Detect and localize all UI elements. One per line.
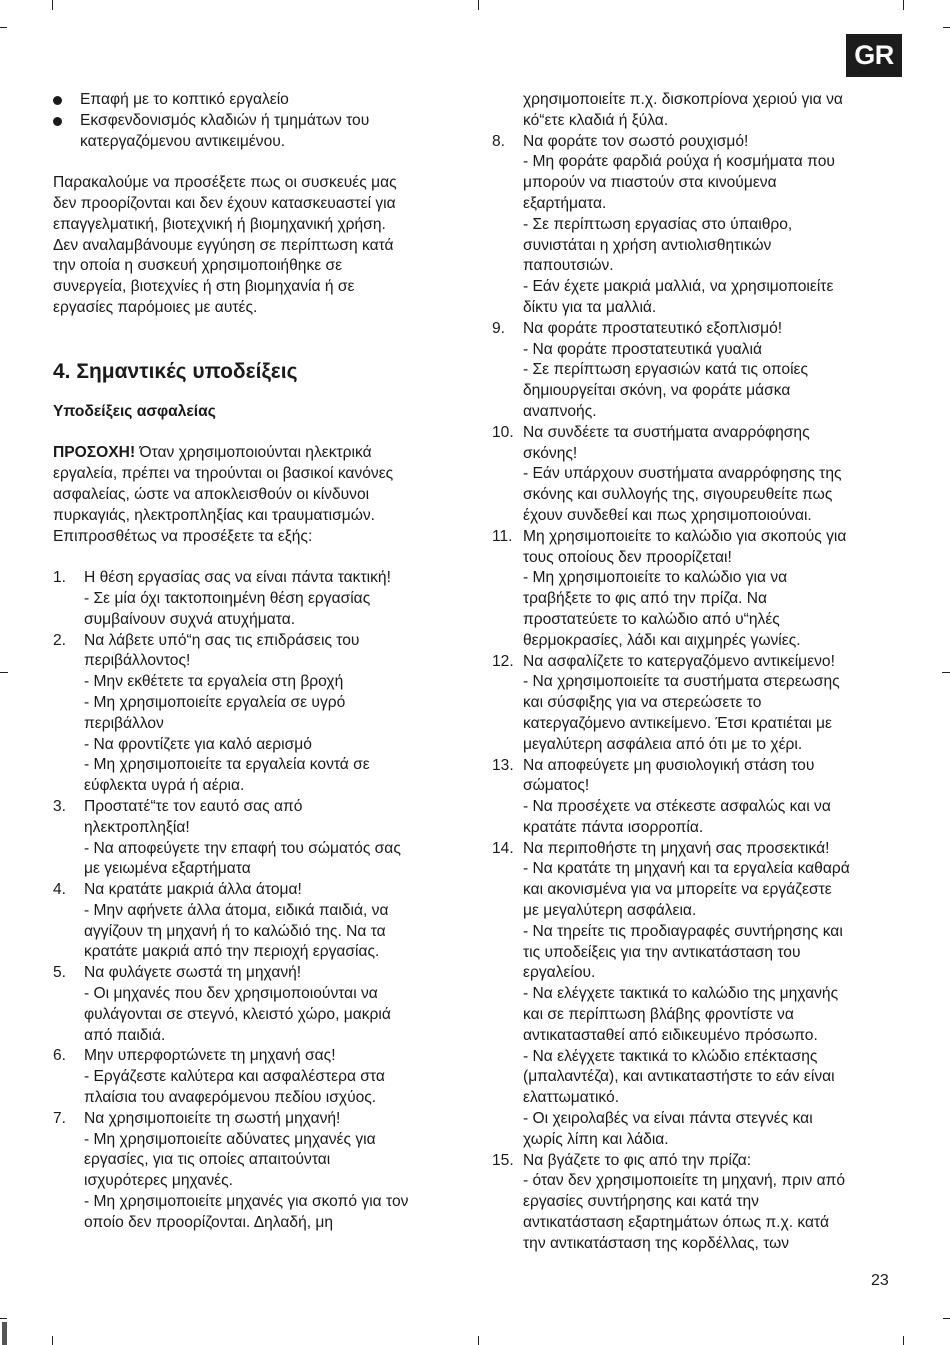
spacer bbox=[53, 423, 468, 444]
crop-mark bbox=[478, 1336, 479, 1345]
list-item bbox=[53, 1109, 468, 1234]
list-item-line: Μην υπερφορτώνετε τη μηχανή σας! bbox=[84, 1047, 336, 1065]
list-item-line: μεγαλύτερη ασφάλεια από ότι με το χέρι. bbox=[523, 735, 803, 753]
safety-list-right bbox=[492, 132, 904, 1255]
list-item-line: εργασίες συντήρησης και κατά την bbox=[523, 1193, 759, 1211]
list-item-body bbox=[84, 1046, 468, 1108]
disclaimer-line: Παρακαλούμε να προσέξετε πως οι συσκευές μας bbox=[53, 174, 397, 192]
list-number: 4. bbox=[53, 881, 67, 899]
list-item-line: - Μη χρησιμοποιείτε τα εργαλεία κοντά σε bbox=[84, 756, 370, 774]
caution-line: πυρκαγιάς, ηλεκτροπληξίας και τραυματισμών. bbox=[53, 506, 376, 524]
list-item-line: κατεργαζόμενο αντικείμενο. Έτσι κρατιέται με bbox=[523, 714, 832, 732]
disclaimer-line: επαγγελματική, βιοτεχνική ή βιομηχανική χρήση. bbox=[53, 215, 386, 233]
list-item-line: Η θέση εργασίας σας να είναι πάντα τακτική! bbox=[84, 569, 391, 587]
page-number: 23 bbox=[871, 1272, 889, 1289]
list-item-line: - Οι χειρολαβές να είναι πάντα στεγνές και bbox=[523, 1110, 813, 1128]
disclaimer-line: την οποία η συσκευή χρησιμοποιήθηκε σε bbox=[53, 257, 343, 275]
list-item-line: δημιουργείται σκόνη, να φοράτε μάσκα bbox=[523, 382, 791, 400]
list-item-line: με μεγαλύτερη ασφάλεια. bbox=[523, 902, 697, 920]
list-item-line: Να περιποθήστε τη μηχανή σας προσεκτικά! bbox=[523, 839, 830, 857]
bullet-text: Εκσφενδονισμός κλαδιών ή τμημάτων του κατεργαζόμενου αντικειμένου. bbox=[80, 111, 370, 150]
list-item-line: - Να αποφεύγετε την επαφή του σώματός σας bbox=[84, 839, 401, 857]
list-item-line: πλαίσια του αναφερόμενου πεδίου ισχύος. bbox=[84, 1089, 377, 1107]
list-item-body bbox=[523, 527, 904, 652]
subsection-title: Υποδείξεις ασφαλείας bbox=[53, 402, 216, 420]
bullet-item bbox=[53, 90, 468, 111]
list-item-line: - Εάν έχετε μακριά μαλλιά, να χρησιμοποιείτε bbox=[523, 278, 834, 296]
list-item-line: - Να κρατάτε τη μηχανή και τα εργαλεία καθαρά bbox=[523, 860, 850, 878]
list-number: 13. bbox=[492, 756, 514, 774]
crop-mark bbox=[903, 0, 904, 10]
list-item-body bbox=[84, 568, 468, 630]
list-item-line: χρησιμοποιείτε π.χ. δισκοπρίονα χεριού για να bbox=[523, 91, 843, 108]
list-number bbox=[492, 90, 523, 132]
bullet-dot bbox=[53, 117, 62, 126]
list-item-body bbox=[523, 756, 904, 839]
spacer bbox=[53, 319, 468, 359]
list-item-line: αναπνοής. bbox=[523, 402, 597, 420]
list-number: 9. bbox=[492, 319, 506, 337]
list-item-body bbox=[523, 90, 904, 132]
list-item-line: σκόνης και συλλογής της, σιγουρευθείτε πως bbox=[523, 486, 833, 504]
list-item-line: τις υποδείξεις για την αντικατάσταση του bbox=[523, 943, 801, 961]
list-item-body bbox=[523, 652, 904, 756]
spacer bbox=[53, 547, 468, 568]
list-item-line: Να ασφαλίζετε το κατεργαζόμενο αντικείμενο! bbox=[523, 652, 835, 670]
list-item-line: - Σε περίπτωση εργασίας στο ύπαιθρο, bbox=[523, 215, 793, 233]
list-number: 12. bbox=[492, 652, 514, 670]
list-item-line: σώματος! bbox=[523, 777, 590, 795]
list-item bbox=[492, 527, 904, 652]
list-item-line: από παιδιά. bbox=[84, 1026, 166, 1044]
list-item bbox=[53, 963, 468, 1046]
disclaimer-paragraph bbox=[53, 173, 468, 319]
list-number: 2. bbox=[53, 631, 67, 649]
list-item-body bbox=[84, 1109, 468, 1234]
list-item-line: ηλεκτροπληξία! bbox=[84, 818, 190, 836]
list-number: 10. bbox=[492, 423, 514, 441]
list-item bbox=[53, 631, 468, 797]
list-item-line: και σύσφιξης για να στερεώσετε το bbox=[523, 694, 762, 712]
list-item-line: Να κρατάτε μακριά άλλα άτομα! bbox=[84, 881, 302, 899]
list-item-line: αντικατάσταση εξαρτημάτων όπως π.χ. κατά bbox=[523, 1214, 830, 1232]
crop-mark bbox=[943, 27, 950, 28]
section-title: 4. Σημαντικές υποδείξεις bbox=[53, 359, 298, 383]
list-number: 14. bbox=[492, 839, 514, 857]
list-item bbox=[53, 797, 468, 880]
list-item-line: την αντικατάσταση της κορδέλλας, των bbox=[523, 1234, 790, 1252]
list-item-line: Προστατέ“τε τον εαυτό σας από bbox=[84, 797, 303, 815]
list-item-line: Να βγάζετε το φις από την πρίζα: bbox=[523, 1151, 752, 1169]
list-item bbox=[492, 423, 904, 527]
list-item-line: εύφλεκτα υγρά ή αέρια. bbox=[84, 777, 245, 795]
caution-word: ΠΡΟΣΟΧΗ! bbox=[53, 444, 136, 462]
list-number: 15. bbox=[492, 1151, 514, 1169]
binding-edge-mark bbox=[2, 1322, 7, 1345]
list-item-line: φυλάγονται σε στεγνό, κλειστό χώρο, μακριά bbox=[84, 1005, 391, 1023]
list-item-line: τους οποίους δεν προορίζεται! bbox=[523, 548, 732, 566]
list-item-line: - Σε μία όχι τακτοποιημένη θέση εργασίας bbox=[84, 589, 371, 607]
list-item-line: εξαρτήματα. bbox=[523, 194, 607, 212]
list-number: 1. bbox=[53, 569, 67, 587]
crop-mark bbox=[478, 0, 479, 10]
list-item-line: Να φοράτε προστατευτικό εξοπλισμό! bbox=[523, 319, 783, 337]
spacer bbox=[53, 385, 468, 402]
caution-line: ασφαλείας, ώστε να αποκλεισθούν οι κίνδυνοι bbox=[53, 485, 370, 503]
caution-text: Όταν χρησιμοποιούνται ηλεκτρικά bbox=[135, 444, 372, 462]
list-item-body bbox=[523, 1151, 904, 1255]
list-item-body bbox=[84, 631, 468, 797]
list-item-line: Να αποφεύγετε μη φυσιολογική στάση του bbox=[523, 756, 815, 774]
list-item-line: κό“ετε κλαδιά ή ξύλα. bbox=[523, 111, 669, 129]
list-number: 11. bbox=[492, 527, 513, 545]
list-item-line: (μπαλαντέζα), και αντικαταστήστε το εάν είναι bbox=[523, 1068, 835, 1086]
crop-mark bbox=[0, 672, 8, 673]
list-item-line: περιβάλλοντος! bbox=[84, 652, 191, 670]
list-item-line: συμβαίνουν συχνά ατυχήματα. bbox=[84, 610, 296, 628]
list-item-line: οποίο δεν προορίζονται. Δηλαδή, μη bbox=[84, 1213, 334, 1231]
list-item bbox=[492, 756, 904, 839]
list-item-line: - Να ελέγχετε τακτικά το κλώδιο επέκτασης bbox=[523, 1047, 818, 1065]
list-number: 5. bbox=[53, 964, 67, 982]
list-item-line: και σε περίπτωση βλάβης φροντίστε να bbox=[523, 1006, 794, 1024]
list-item bbox=[492, 132, 904, 319]
language-badge: GR bbox=[846, 34, 902, 77]
list-item-line: - Να ελέγχετε τακτικά το καλώδιο της μηχανής bbox=[523, 985, 839, 1003]
spacer bbox=[53, 152, 468, 173]
list-item-line: - Μη χρησιμοποιείτε το καλώδιο για να bbox=[523, 569, 788, 587]
list-item-line: αντικατασταθεί από ειδικευμένο πρόσωπο. bbox=[523, 1026, 818, 1044]
list-item-line: Μη χρησιμοποιείτε το καλώδιο για σκοπούς για bbox=[523, 527, 847, 545]
list-item-body bbox=[523, 839, 904, 1151]
crop-mark bbox=[942, 672, 950, 673]
left-column bbox=[53, 90, 468, 1234]
list-item-line: σκόνης! bbox=[523, 444, 578, 462]
list-item-line: εργασίες, για τις οποίες απαιτούνται bbox=[84, 1151, 331, 1169]
list-item-line: - Μην εκθέτετε τα εργαλεία στη βροχή bbox=[84, 673, 344, 691]
list-item-line: παπουτσιών. bbox=[523, 257, 614, 275]
list-item-line: - Μη χρησιμοποιείτε αδύνατες μηχανές για bbox=[84, 1130, 376, 1148]
list-item-body bbox=[84, 963, 468, 1046]
crop-mark bbox=[52, 0, 53, 10]
list-item-line: - Μη χρησιμοποιείτε μηχανές για σκοπό για τον bbox=[84, 1193, 409, 1211]
list-item-line: και ακονισμένα για να μπορείτε να εργάζεστε bbox=[523, 881, 832, 899]
list-item-line: Να λάβετε υπό“η σας τις επιδράσεις του bbox=[84, 631, 360, 649]
disclaimer-line: Δεν αναλαμβάνουμε εγγύηση σε περίπτωση κατά bbox=[53, 236, 394, 254]
disclaimer-line: συνεργεία, βιοτεχνίες ή στη βιομηχανία ή σε bbox=[53, 278, 355, 296]
crop-mark bbox=[0, 27, 7, 28]
list-item-body bbox=[84, 797, 468, 880]
list-item-line: - Μη χρησιμοποιείτε εργαλεία σε υγρό bbox=[84, 693, 346, 711]
list-item-continuation bbox=[492, 90, 904, 132]
disclaimer-line: εργασίες παρόμοιες με αυτές. bbox=[53, 298, 258, 316]
list-item-line: κρατάτε μακριά από την περιοχή εργασίας. bbox=[84, 943, 380, 961]
list-item bbox=[492, 1151, 904, 1255]
list-item-body bbox=[523, 132, 904, 319]
list-item-line: δίκτυ για τα μαλλιά. bbox=[523, 298, 657, 316]
list-number: 7. bbox=[53, 1109, 67, 1127]
list-item-line: - όταν δεν χρησιμοποιείτε τη μηχανή, πριν από bbox=[523, 1172, 846, 1190]
list-item-body bbox=[523, 423, 904, 527]
bullet-text: Επαφή με το κοπτικό εργαλείο bbox=[80, 91, 289, 108]
list-item-line: εργαλείου. bbox=[523, 964, 596, 982]
list-item bbox=[492, 319, 904, 423]
list-number: 8. bbox=[492, 132, 506, 150]
list-item-line: χωρίς λίπη και λάδια. bbox=[523, 1130, 669, 1148]
list-item-line: Να φυλάγετε σωστά τη μηχανή! bbox=[84, 964, 302, 982]
list-number: 3. bbox=[53, 797, 67, 815]
caution-line: εργαλεία, πρέπει να τηρούνται οι βασικοί κανόνες bbox=[53, 465, 394, 483]
list-item-line: - Μην αφήνετε άλλα άτομα, ειδικά παιδιά, να bbox=[84, 901, 389, 919]
list-item-line: κρατάτε πάντα ισορροπία. bbox=[523, 818, 704, 836]
list-item-line: - Να χρησιμοποιείτε τα συστήματα στερεωσης bbox=[523, 673, 840, 691]
crop-mark bbox=[0, 1318, 7, 1319]
list-item-line: - Να φοράτε προστατευτικά γυαλιά bbox=[523, 340, 762, 358]
list-item bbox=[492, 652, 904, 756]
list-item-line: ελαττωματικό. bbox=[523, 1089, 620, 1107]
list-item-line: περιβάλλον bbox=[84, 714, 164, 732]
list-item-line: θερμοκρασίες, λάδι και αιχμηρές γωνίες. bbox=[523, 631, 801, 649]
list-item-line: - Οι μηχανές που δεν χρησιμοποιούνται να bbox=[84, 985, 378, 1003]
list-item-line: Να συνδέετε τα συστήματα αναρρόφησης bbox=[523, 423, 810, 441]
safety-list-left bbox=[53, 568, 468, 1234]
bullet-dot bbox=[53, 96, 62, 105]
list-item bbox=[53, 568, 468, 630]
list-item-line: - Να τηρείτε τις προδιαγραφές συντήρησης και bbox=[523, 922, 843, 940]
right-column bbox=[492, 90, 904, 1255]
list-item-body bbox=[84, 880, 468, 963]
list-item-line: αγγίζουν τη μηχανή ή το καλώδιό της. Να τα bbox=[84, 922, 386, 940]
list-item-body bbox=[523, 319, 904, 423]
caution-line bbox=[53, 443, 468, 464]
list-item-line: Να φοράτε τον σωστό ρουχισμό! bbox=[523, 132, 749, 150]
list-item-line: έχουν συνδεθεί και πως χρησιμοποιούναι. bbox=[523, 506, 812, 524]
crop-mark bbox=[52, 1336, 53, 1345]
list-item-line: - Εργάζεστε καλύτερα και ασφαλέστερα στα bbox=[84, 1068, 385, 1086]
list-item-line: μπορούν να πιαστούν στα κινούμενα bbox=[523, 174, 777, 192]
caution-line: Επιπροσθέτως να προσέξετε τα εξής: bbox=[53, 527, 313, 545]
list-item-line: ισχυρότερες μηχανές. bbox=[84, 1172, 233, 1190]
bullet-item bbox=[53, 111, 468, 153]
list-item-line: - Σε περίπτωση εργασιών κατά τις οποίες bbox=[523, 361, 808, 379]
list-number: 6. bbox=[53, 1047, 67, 1065]
disclaimer-line: δεν προορίζονται και δεν έχουν κατασκευαστεί για bbox=[53, 194, 396, 212]
list-item-line: - Μη φοράτε φαρδιά ρούχα ή κοσμήματα που bbox=[523, 153, 835, 171]
list-item bbox=[492, 839, 904, 1151]
list-item-line: συνιστάται η χρήση αντιολισθητικών bbox=[523, 236, 772, 254]
list-item-line: - Να προσέχετε να στέκεστε ασφαλώς και να bbox=[523, 798, 831, 816]
list-item-line: Να χρησιμοποιείτε τη σωστή μηχανή! bbox=[84, 1109, 341, 1127]
list-item bbox=[53, 880, 468, 963]
list-item bbox=[53, 1046, 468, 1108]
crop-mark bbox=[903, 1336, 904, 1345]
list-item-line: - Να φροντίζετε για καλό αερισμό bbox=[84, 735, 312, 753]
crop-mark bbox=[943, 1318, 950, 1319]
caution-paragraph bbox=[53, 443, 468, 547]
list-item-line: προστατεύετε το καλώδιο από υ“ηλές bbox=[523, 610, 780, 628]
list-item-line: με γειωμένα εξαρτήματα bbox=[84, 860, 251, 878]
list-item-line: τραβήξετε το φις από την πρίζα. Να bbox=[523, 590, 768, 608]
list-item-line: - Εάν υπάρχουν συστήματα αναρρόφησης της bbox=[523, 465, 842, 483]
